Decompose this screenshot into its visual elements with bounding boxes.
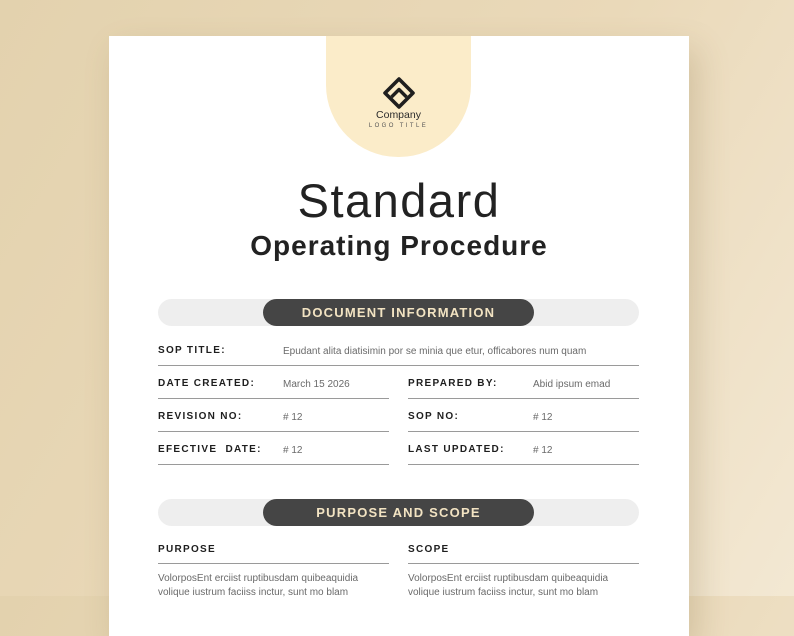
sop-no-value: # 12 [533, 412, 553, 423]
house-diamond-logo-icon [381, 76, 417, 109]
sop-no-label: SOP NO: [408, 411, 460, 422]
logo-company-name: Company [376, 109, 421, 121]
revision-no-value: # 12 [283, 412, 303, 423]
sop-title-field [158, 341, 639, 366]
revision-no-label: REVISION NO: [158, 411, 243, 422]
logo-tab [326, 36, 471, 157]
revision-no-field [158, 407, 389, 432]
document-information-heading: DOCUMENT INFORMATION [263, 299, 534, 326]
date-created-label: DATE CREATED: [158, 378, 256, 389]
sop-title-value: Epudant alita diatisimin por se minia que etur, officabores num quam [283, 346, 587, 357]
date-created-value: March 15 2026 [283, 379, 350, 390]
prepared-by-field [408, 374, 639, 399]
sop-title-label: SOP TITLE: [158, 345, 226, 356]
purpose-heading-label: PURPOSE [158, 544, 217, 555]
last-updated-field [408, 440, 639, 465]
scope-heading [408, 541, 639, 564]
date-created-field [158, 374, 389, 399]
purpose-text-line: volique iustrum faciiss inctur, sunt mo blam [158, 587, 349, 598]
last-updated-label: LAST UPDATED: [408, 444, 505, 455]
scope-heading-label: SCOPE [408, 544, 450, 555]
effective-date-field [158, 440, 389, 465]
last-updated-value: # 12 [533, 445, 553, 456]
document-information-section-bar [158, 299, 639, 326]
logo-subtitle: LOGO TITLE [368, 123, 429, 129]
effective-date-label: EFECTIVE DATE: [158, 444, 262, 455]
document-title-line-2: Operating Procedure [250, 230, 548, 261]
scope-text-line: VolorposEnt erciist ruptibusdam quibeaquidia [408, 573, 609, 584]
sop-document-page [109, 36, 689, 636]
scope-text-line: volique iustrum faciiss inctur, sunt mo blam [408, 587, 599, 598]
document-title-line-1: Standard [297, 174, 501, 227]
purpose-scope-heading: PURPOSE AND SCOPE [263, 499, 534, 526]
purpose-text-line: VolorposEnt erciist ruptibusdam quibeaquidia [158, 573, 359, 584]
purpose-scope-section-bar [158, 499, 639, 526]
sop-no-field [408, 407, 639, 432]
purpose-heading [158, 541, 389, 564]
effective-date-value: # 12 [283, 445, 303, 456]
prepared-by-value: Abid ipsum emad [533, 379, 611, 390]
prepared-by-label: PREPARED BY: [408, 378, 498, 389]
